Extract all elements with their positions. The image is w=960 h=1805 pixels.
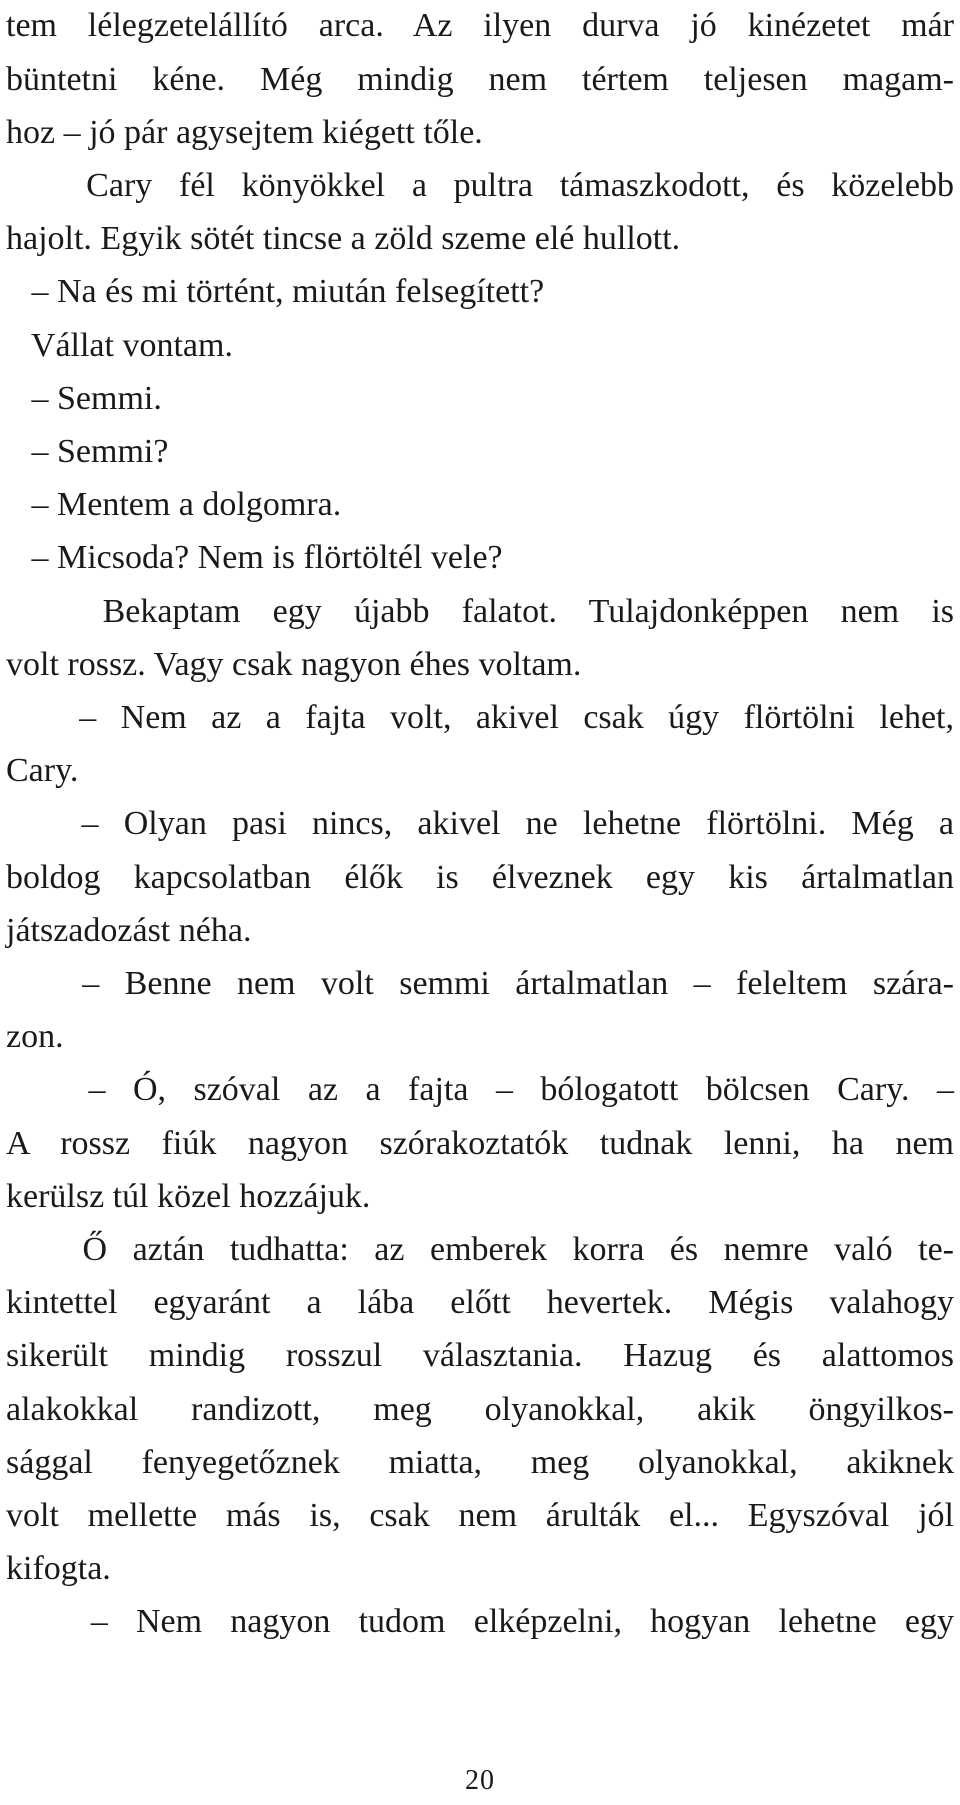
text-line: kintettel egyaránt a lába előtt hevertek. Mégis valahogy [6, 1284, 954, 1321]
text-line: sikerült mindig rosszul választania. Hazug és alattomos [6, 1337, 954, 1374]
text-line: volt mellette más is, csak nem árulták el... Egyszóval jól [6, 1497, 954, 1534]
text-line: – Ó, szóval az a fajta – bólogatott bölcsen Cary. – [6, 1071, 954, 1108]
text-line: Cary. [6, 752, 79, 789]
text-line: zon. [6, 1018, 64, 1055]
text-line: – Semmi? [6, 433, 169, 470]
text-line: Bekaptam egy újabb falatot. Tulajdonképpen nem is [6, 593, 954, 630]
text-line: hajolt. Egyik sötét tincse a zöld szeme elé hullott. [6, 220, 681, 257]
text-line: Cary fél könyökkel a pultra támaszkodott, és közelebb [6, 167, 954, 204]
text-line: – Olyan pasi nincs, akivel ne lehetne flörtölni. Még a [6, 805, 954, 842]
text-line: boldog kapcsolatban élők is élveznek egy kis ártalmatlan [6, 859, 954, 896]
text-line: kerülsz túl közel hozzájuk. [6, 1178, 371, 1215]
text-line: A rossz fiúk nagyon szórakoztatók tudnak lenni, ha nem [6, 1125, 954, 1162]
text-line: kifogta. [6, 1550, 111, 1587]
text-line: alakokkal randizott, meg olyanokkal, akik öngyilkos- [6, 1391, 954, 1428]
text-line: – Nem nagyon tudom elképzelni, hogyan lehetne egy [6, 1603, 954, 1640]
text-line: büntetni kéne. Még mindig nem tértem teljesen magam- [6, 61, 954, 98]
text-line: – Micsoda? Nem is flörtöltél vele? [6, 539, 503, 576]
text-line: sággal fenyegetőznek miatta, meg olyanokkal, akiknek [6, 1444, 954, 1481]
text-line: hoz – jó pár agysejtem kiégett tőle. [6, 114, 483, 151]
text-line: – Semmi. [6, 380, 162, 417]
text-line: volt rossz. Vagy csak nagyon éhes voltam. [6, 646, 582, 683]
text-line: – Na és mi történt, miután felsegített? [6, 273, 545, 310]
text-line: Vállat vontam. [6, 327, 233, 364]
text-line: Ő aztán tudhatta: az emberek korra és nemre való te- [6, 1231, 954, 1268]
text-line: játszadozást néha. [6, 912, 252, 949]
text-line: – Benne nem volt semmi ártalmatlan – feleltem szára- [6, 965, 954, 1002]
page-number: 20 [465, 1765, 495, 1796]
text-line: – Nem az a fajta volt, akivel csak úgy flörtölni lehet, [6, 699, 954, 736]
text-line: – Mentem a dolgomra. [6, 486, 342, 523]
text-line: tem lélegzetelállító arca. Az ilyen durva jó kinézetet már [6, 7, 954, 44]
